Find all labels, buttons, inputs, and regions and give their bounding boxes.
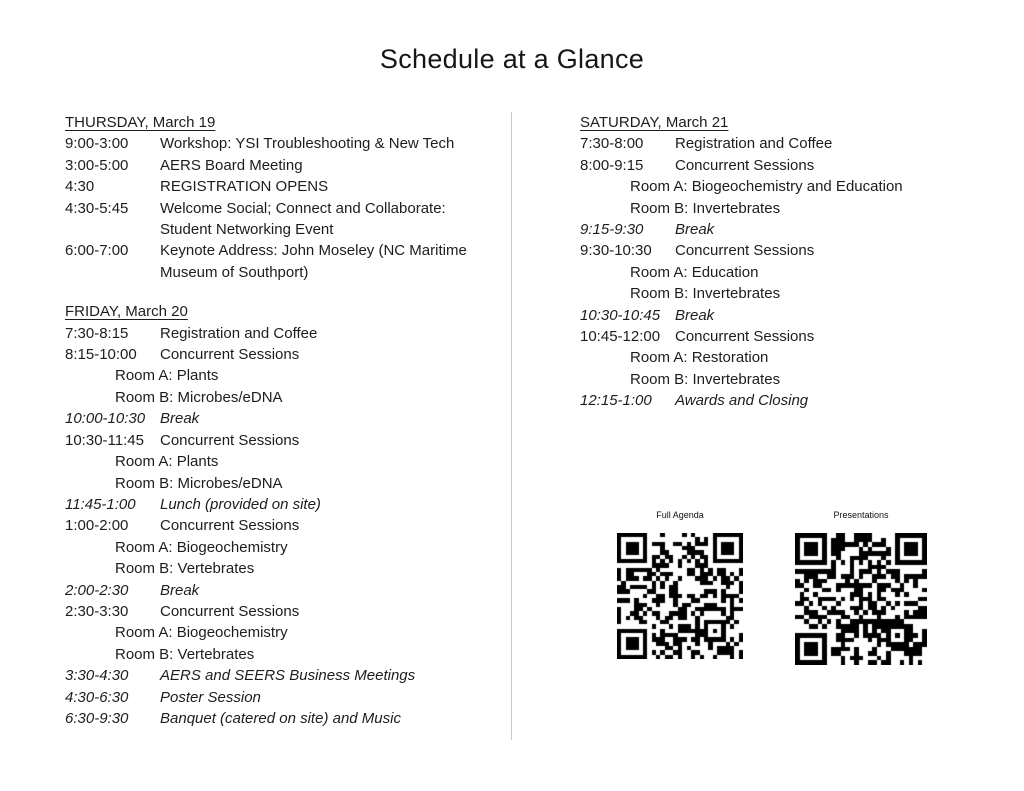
room-label: Room B: Vertebrates: [115, 560, 255, 578]
event-description: Concurrent Sessions: [160, 602, 300, 620]
event-time: 7:30-8:15: [65, 324, 129, 342]
event-time: 3:00-5:00: [65, 156, 129, 174]
schedule-row: [65, 323, 510, 344]
event-time: 12:15-1:00: [580, 392, 652, 410]
event-time: 3:30-4:30: [65, 667, 129, 685]
schedule-row: [65, 198, 510, 219]
schedule-row: [580, 155, 1014, 176]
event-time: 6:00-7:00: [65, 242, 129, 260]
schedule-row: [580, 305, 1014, 326]
schedule-row: [65, 219, 510, 240]
room-label: Room A: Biogeochemistry: [115, 624, 288, 642]
schedule-row: [65, 515, 510, 536]
room-label: Room A: Biogeochemistry and Education: [630, 178, 903, 196]
schedule-row: [65, 473, 510, 494]
schedule-row: [65, 665, 510, 686]
schedule-row: [65, 622, 510, 643]
event-description: Museum of Southport): [160, 263, 309, 281]
event-time: 4:30-5:45: [65, 199, 129, 217]
schedule-row: [65, 344, 510, 365]
event-description: Concurrent Sessions: [675, 328, 815, 346]
event-time: 8:00-9:15: [580, 156, 644, 174]
event-description: Student Networking Event: [160, 221, 334, 239]
schedule-row: [580, 219, 1014, 240]
event-description: Break: [160, 410, 200, 428]
event-description: Lunch (provided on site): [160, 495, 321, 513]
schedule-column-left: [65, 112, 510, 729]
schedule-row: [65, 601, 510, 622]
event-time: 6:30-9:30: [65, 709, 129, 727]
event-time: 1:00-2:00: [65, 517, 129, 535]
qr-code-image: [795, 533, 927, 665]
page-title: Schedule at a Glance: [379, 44, 645, 74]
event-time: 2:00-2:30: [65, 581, 129, 599]
event-time: 7:30-8:00: [580, 135, 644, 153]
event-description: Registration and Coffee: [160, 324, 318, 342]
event-time: 10:30-11:45: [65, 431, 144, 449]
day-heading: THURSDAY, March 19: [65, 114, 216, 131]
event-description: Keynote Address: John Moseley (NC Maritime: [160, 242, 467, 260]
schedule-row: [65, 262, 510, 283]
schedule-row: [65, 494, 510, 515]
schedule-column-right: [580, 112, 1014, 412]
room-label: Room A: Biogeochemistry: [115, 538, 288, 556]
event-description: Concurrent Sessions: [160, 517, 300, 535]
schedule-row: [580, 133, 1014, 154]
schedule-section: [580, 112, 1014, 412]
event-time: 2:30-3:30: [65, 602, 129, 620]
event-description: Concurrent Sessions: [675, 242, 815, 260]
schedule-section: [65, 112, 510, 283]
schedule-row: [65, 365, 510, 386]
event-time: 9:00-3:00: [65, 135, 129, 153]
schedule-row: [580, 262, 1014, 283]
event-description: AERS and SEERS Business Meetings: [160, 667, 416, 685]
event-time: 8:15-10:00: [65, 346, 137, 364]
schedule-row: [580, 198, 1014, 219]
event-description: Concurrent Sessions: [675, 156, 815, 174]
event-time: 10:45-12:00: [580, 328, 661, 346]
schedule-section: [65, 301, 510, 729]
schedule-row: [65, 451, 510, 472]
schedule-row: [65, 644, 510, 665]
room-label: Room A: Education: [630, 263, 759, 281]
event-description: Poster Session: [160, 688, 261, 706]
schedule-row: [580, 390, 1014, 411]
event-time: 9:30-10:30: [580, 242, 652, 260]
event-description: REGISTRATION OPENS: [160, 178, 329, 196]
event-description: Concurrent Sessions: [160, 346, 300, 364]
event-description: Break: [160, 581, 200, 599]
event-description: Concurrent Sessions: [160, 431, 300, 449]
schedule-row: [65, 176, 510, 197]
schedule-row: [65, 133, 510, 154]
event-description: Awards and Closing: [675, 392, 809, 410]
schedule-row: [580, 347, 1014, 368]
schedule-row: [65, 687, 510, 708]
schedule-row: [65, 537, 510, 558]
schedule-row: [65, 580, 510, 601]
event-time: 11:45-1:00: [65, 495, 136, 513]
qr-label: Presentations: [833, 510, 889, 520]
schedule-row: [580, 240, 1014, 261]
room-label: Room B: Vertebrates: [115, 645, 255, 663]
room-label: Room B: Invertebrates: [630, 370, 781, 388]
event-description: Banquet (catered on site) and Music: [160, 709, 401, 727]
schedule-row: [580, 369, 1014, 390]
event-time: 10:00-10:30: [65, 410, 146, 428]
schedule-row: [580, 176, 1014, 197]
schedule-row: [65, 155, 510, 176]
qr-block-full-agenda: [617, 510, 743, 659]
qr-label: Full Agenda: [656, 510, 704, 520]
qr-block-presentations: [795, 510, 927, 665]
room-label: Room B: Microbes/eDNA: [115, 474, 283, 492]
schedule-row: [65, 240, 510, 261]
schedule-row: [65, 408, 510, 429]
column-divider: [511, 112, 512, 740]
schedule-row: [580, 326, 1014, 347]
schedule-row: [65, 430, 510, 451]
schedule-row: [580, 283, 1014, 304]
room-label: Room A: Plants: [115, 367, 219, 385]
event-description: Registration and Coffee: [675, 135, 833, 153]
room-label: Room B: Invertebrates: [630, 199, 781, 217]
event-description: Break: [675, 306, 715, 324]
room-label: Room A: Plants: [115, 453, 219, 471]
room-label: Room B: Invertebrates: [630, 285, 781, 303]
event-description: Workshop: YSI Troubleshooting & New Tech: [160, 135, 455, 153]
event-description: AERS Board Meeting: [160, 156, 303, 174]
event-time: 4:30-6:30: [65, 688, 129, 706]
event-time: 4:30: [65, 178, 95, 196]
day-heading: SATURDAY, March 21: [580, 114, 729, 131]
day-heading: FRIDAY, March 20: [65, 303, 188, 321]
event-description: Break: [675, 221, 715, 239]
schedule-row: [65, 708, 510, 729]
schedule-row: [65, 387, 510, 408]
event-time: 9:15-9:30: [580, 221, 644, 239]
event-time: 10:30-10:45: [580, 306, 661, 324]
room-label: Room A: Restoration: [630, 349, 769, 367]
room-label: Room B: Microbes/eDNA: [115, 388, 283, 406]
schedule-row: [65, 558, 510, 579]
qr-code-image: [617, 533, 743, 659]
event-description: Welcome Social; Connect and Collaborate:: [160, 199, 446, 217]
